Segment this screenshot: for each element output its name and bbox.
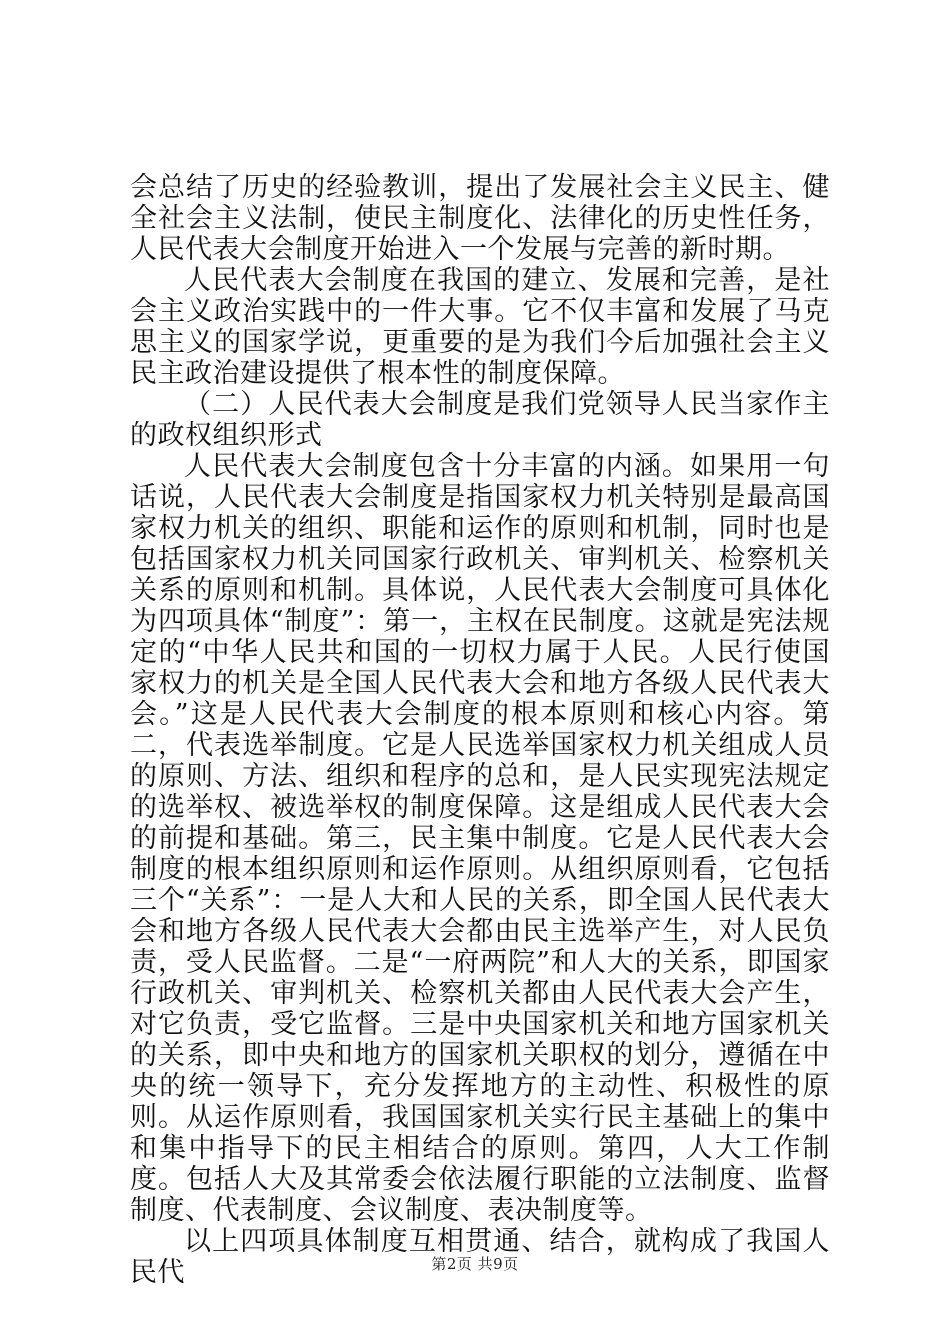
paragraph: 人民代表大会制度在我国的建立、发展和完善，是社会主义政治实践中的一件大事。它不仅丰富和发展了马克思主义的国家学说，更重要的是为我们今后加强社会主义民主政治建设提供了根本性的制度保障。	[130, 265, 830, 389]
paragraph: 以上四项具体制度互相贯通、结合，就构成了我国人民代	[130, 1226, 830, 1288]
paragraph-continuation: 会总结了历史的经验教训，提出了发展社会主义民主、健全社会主义法制，使民主制度化、法律化的历史性任务，人民代表大会制度开始进入一个发展与完善的新时期。	[130, 172, 830, 265]
document-body	[130, 172, 830, 1288]
paragraph: 人民代表大会制度包含十分丰富的内涵。如果用一句话说，人民代表大会制度是指国家权力机关特别是最高国家权力机关的组织、职能和运作的原则和机制，同时也是包括国家权力机关同国家行政机关、审判机关、检察机关关系的原则和机制。具体说，人民代表大会制度可具体化为四项具体“制度”：第一，主权在民制度。这就是宪法规定的“中华人民共和国的一切权力属于人民。人民行使国家权力的机关是全国人民代表大会和地方各级人民代表大会。”这是人民代表大会制度的根本原则和核心内容。第二，代表选举制度。它是人民选举国家权力机关组成人员的原则、方法、组织和程序的总和，是人民实现宪法规定的选举权、被选举权的制度保障。这是组成人民代表大会的前提和基础。第三，民主集中制度。它是人民代表大会制度的根本组织原则和运作原则。从组织原则看，它包括三个“关系”：一是人大和人民的关系，即全国人民代表大会和地方各级人民代表大会都由民主选举产生，对人民负责，受人民监督。二是“一府两院”和人大的关系，即国家行政机关、审判机关、检察机关都由人民代表大会产生，对它负责，受它监督。三是中央国家机关和地方国家机关的关系，即中央和地方的国家机关职权的划分，遵循在中央的统一领导下，充分发挥地方的主动性、积极性的原则。从运作原则看，我国国家机关实行民主基础上的集中和集中指导下的民主相结合的原则。第四，人大工作制度。包括人大及其常委会依法履行职能的立法制度、监督制度、代表制度、会议制度、表决制度等。	[130, 451, 830, 1226]
section-heading: （二）人民代表大会制度是我们党领导人民当家作主的政权组织形式	[130, 389, 830, 451]
page-number: 第2页 共9页	[431, 1255, 519, 1273]
